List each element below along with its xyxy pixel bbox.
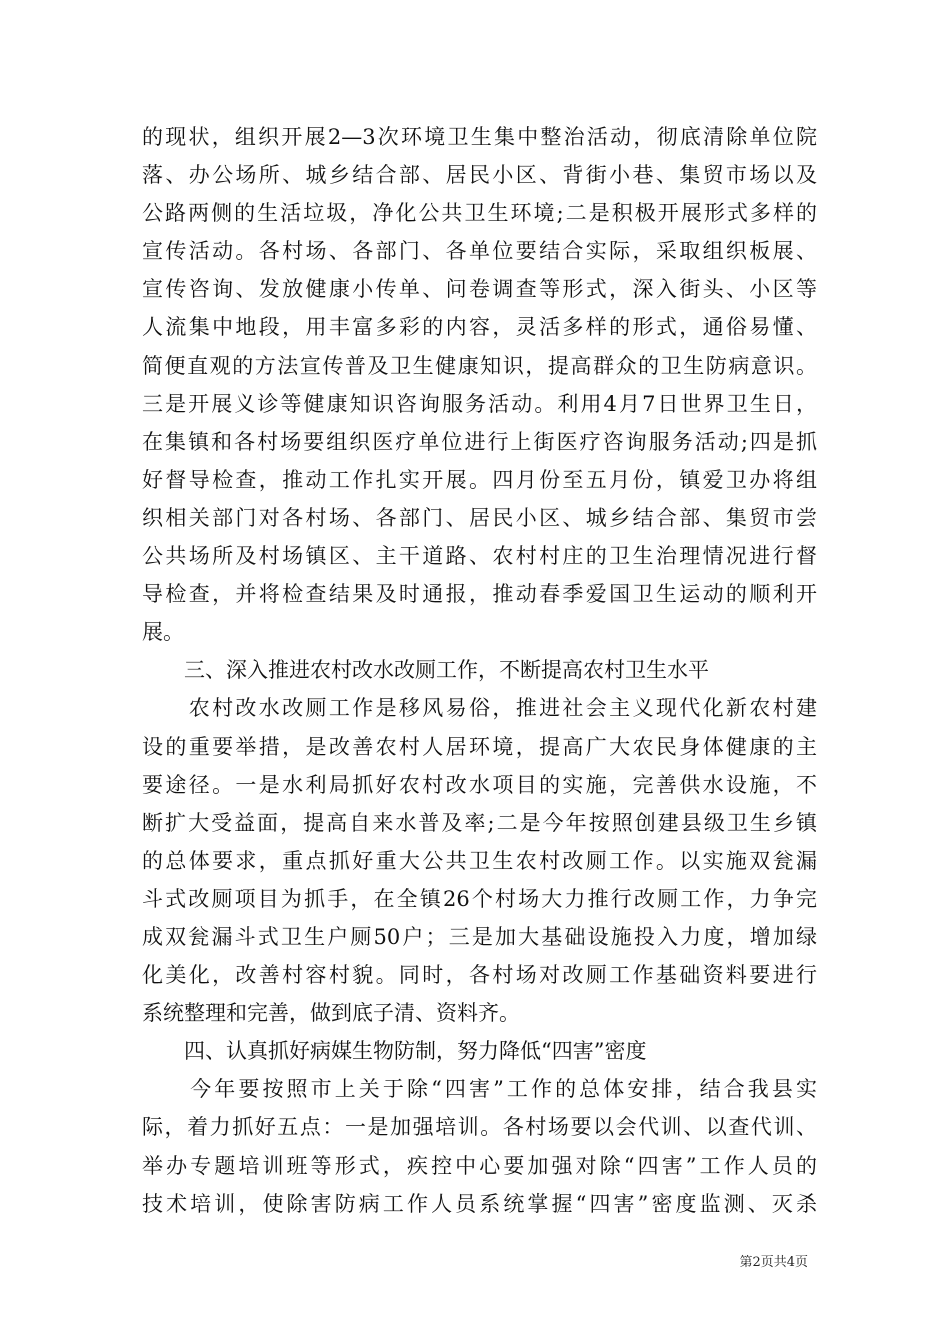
text-line: 今年要按照市上关于除“四害”工作的总体安排，结合我县实 [142,1077,817,1102]
text-line: 织相关部门对各村场、各部门、居民小区、城乡结合部、集贸市尝 [142,505,817,530]
text-line: 四、认真抓好病媒生物防制，努力降低“四害”密度 [142,1039,647,1064]
text-line: 的总体要求，重点抓好重大公共卫生农村改厕工作。以实施双瓮漏 [142,848,817,873]
text-line: 公路两侧的生活垃圾，净化公共卫生环境;二是积极开展形式多样的 [142,201,817,226]
section-heading [142,1032,817,1070]
text-line: 在集镇和各村场要组织医疗单位进行上街医疗咨询服务活动;四是抓 [142,429,817,454]
document-body [142,118,817,1223]
text-line: 简便直观的方法宣传普及卫生健康知识，提高群众的卫生防病意识。 [142,353,817,378]
text-line: 展。 [142,620,184,645]
text-line: 成双瓮漏斗式卫生户厕50户；三是加大基础设施投入力度，增加绿 [142,924,817,949]
text-line: 要途径。一是水利局抓好农村改水项目的实施，完善供水设施，不 [142,772,817,797]
text-line: 技术培训，使除害防病工作人员系统掌握“四害”密度监测、灭杀 [142,1191,817,1216]
text-line: 的现状，组织开展2—3次环境卫生集中整治活动，彻底清除单位院 [142,125,817,149]
text-line: 好督导检查，推动工作扎实开展。四月份至五月份，镇爱卫办将组 [142,467,817,492]
page-number: 第2页共4页 [739,1255,808,1270]
paragraph [142,118,817,651]
text-line: 人流集中地段，用丰富多彩的内容，灵活多样的形式，通俗易懂、 [142,315,817,340]
text-line: 举办专题培训班等形式，疾控中心要加强对除“四害”工作人员的 [142,1153,817,1178]
text-line: 公共场所及村场镇区、主干道路、农村村庄的卫生治理情况进行督 [142,544,817,569]
text-line: 导检查，并将检查结果及时通报，推动春季爱国卫生运动的顺利开 [142,582,817,607]
text-line: 农村改水改厕工作是移风易俗，推进社会主义现代化新农村建 [142,696,817,721]
paragraph [142,1070,817,1222]
text-line: 斗式改厕项目为抓手，在全镇26个村场大力推行改厕工作，力争完 [142,886,817,911]
text-line: 三是开展义诊等健康知识咨询服务活动。利用4月7日世界卫生日， [142,391,817,416]
text-line: 宣传咨询、发放健康小传单、问卷调查等形式，深入街头、小区等 [142,277,817,302]
text-line: 化美化，改善村容村貌。同时，各村场对改厕工作基础资料要进行 [142,963,817,988]
paragraph [142,689,817,1032]
text-line: 际，着力抓好五点：一是加强培训。各村场要以会代训、以查代训、 [142,1115,817,1140]
text-line: 断扩大受益面，提高自来水普及率;二是今年按照创建县级卫生乡镇 [142,810,817,835]
text-line: 设的重要举措，是改善农村人居环境，提高广大农民身体健康的主 [142,734,817,759]
section-heading [142,651,817,689]
text-line: 三、深入推进农村改水改厕工作，不断提高农村卫生水平 [142,658,709,683]
text-line: 落、办公场所、城乡结合部、居民小区、背街小巷、集贸市场以及 [142,163,817,188]
text-line: 宣传活动。各村场、各部门、各单位要结合实际，采取组织板展、 [142,239,817,264]
text-line: 系统整理和完善，做到底子清、资料齐。 [142,1001,520,1026]
